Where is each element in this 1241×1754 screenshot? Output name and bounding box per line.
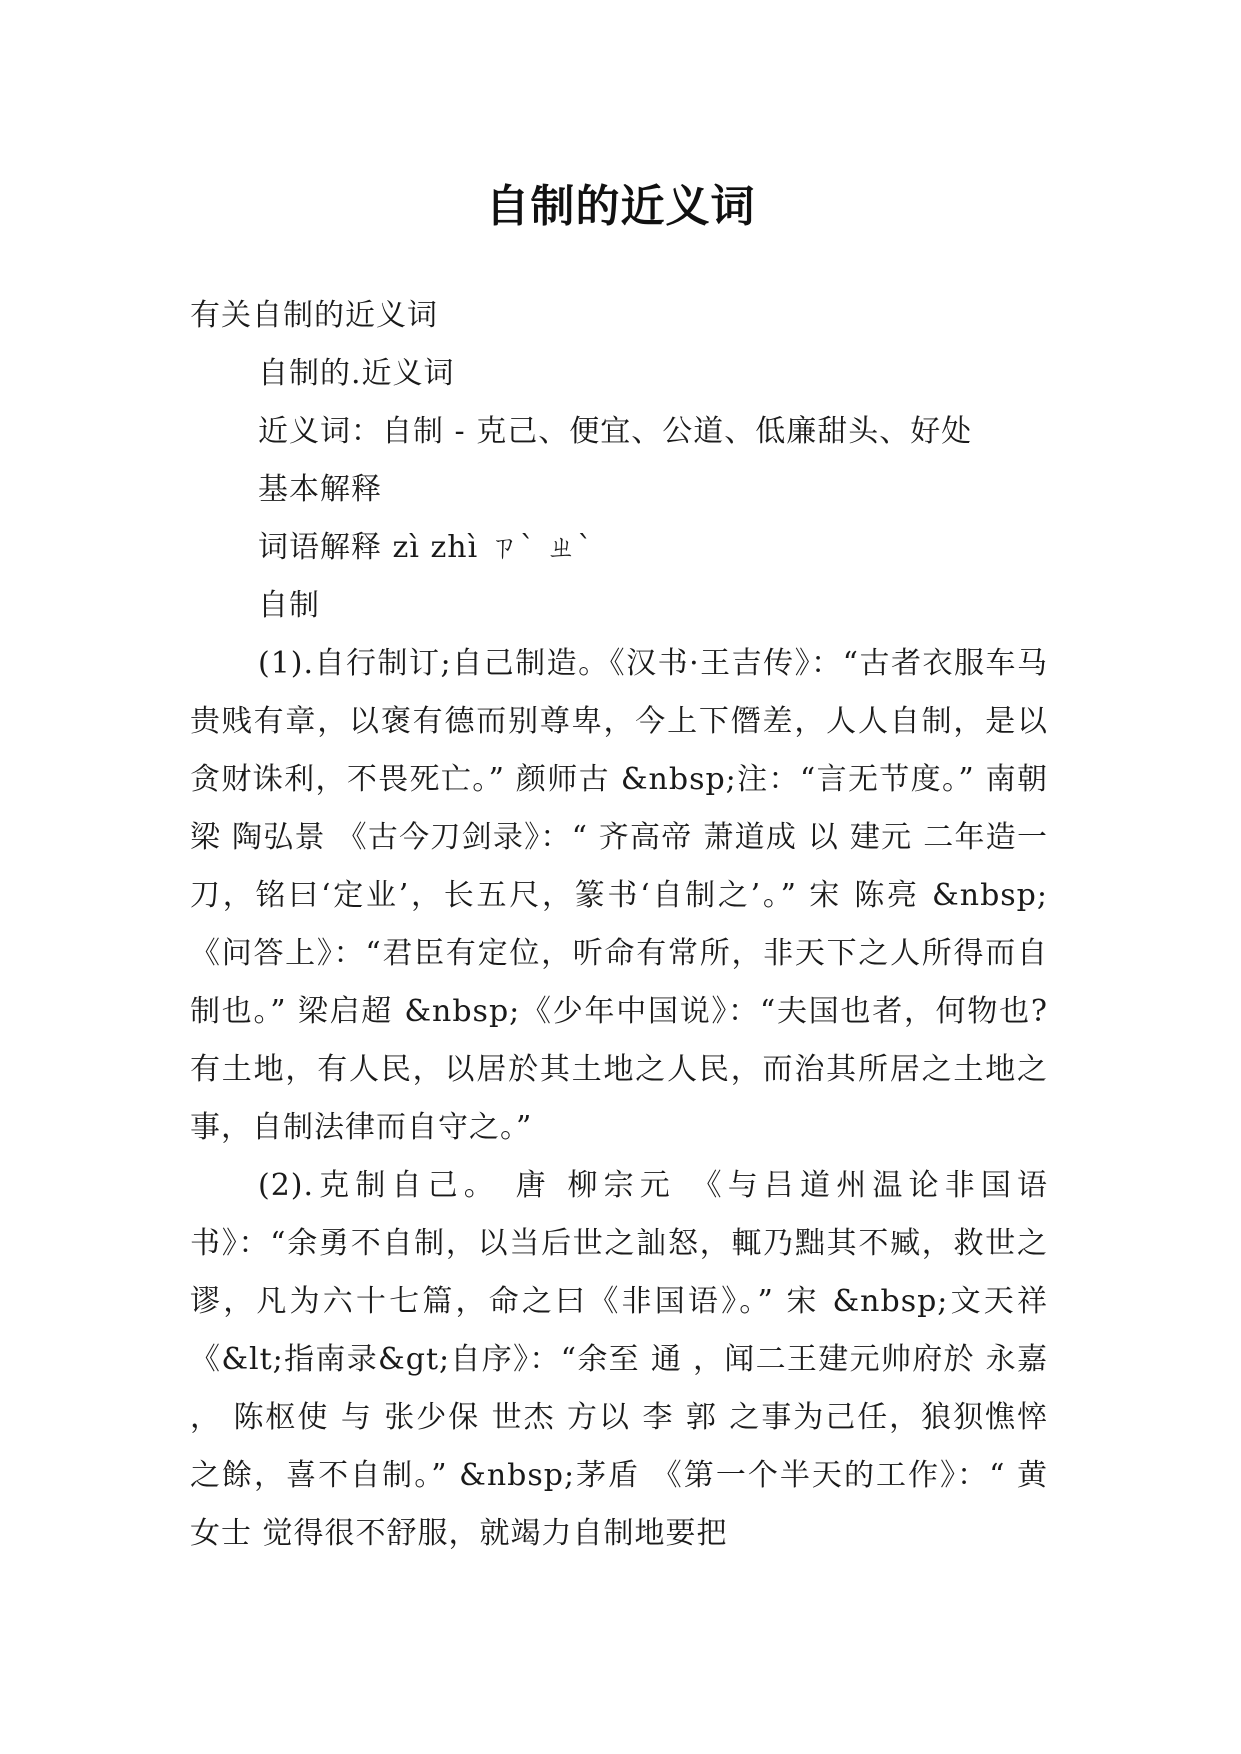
definition-paragraph-2: (2).克制自己。 唐 柳宗元 《与吕道州温论非国语书》：“余勇不自制，以当后世之訕怒，輒乃黜其不臧，救世之谬，凡为六十七篇，命之曰《非国语》。” 宋 &nbsp;文天祥 《&lt;指南录&gt;自序》：“余至 通 ，闻二王建元帅府於 永嘉 ， 陈枢使 与 张少保 世杰 方以 李 郭 之事为己任，狼狈憔悴之餘，喜不自制。” &nbsp;茅盾 《第一个半天的工作》：“ 黄女士 觉得很不舒服，就竭力自制地要把 [190, 1168, 1048, 1551]
definition-paragraph-1: (1).自行制订;自己制造。《汉书·王吉传》：“古者衣服车马贵贱有章，以褒有德而别尊卑，今上下僭差，人人自制，是以贪财诛利，不畏死亡。” 颜师古 &nbsp;注：“言无节度。” 南朝 梁 陶弘景 《古今刀剑录》：“ 齐高帝 萧道成 以 建元 二年造一刀，铭曰‘定业’，长五尺，篆书‘自制之’。” 宋 陈亮 &nbsp;《问答上》：“君臣有定位，听命有常所，非天下之人所得而自制也。” 梁启超 &nbsp;《少年中国说》：“夫国也者，何物也?有土地，有人民，以居於其土地之人民，而治其所居之土地之事，自制法律而自守之。” [190, 646, 1048, 1145]
pinyin-line: 词语解释 zì zhì ㄗˋ ㄓˋ [258, 530, 594, 565]
intro-heading: 有关自制的近义词 [190, 298, 438, 333]
section-heading: 自制的.近义词 [258, 356, 455, 391]
basic-explanation-heading: 基本解释 [258, 472, 382, 507]
term-heading: 自制 [258, 588, 320, 623]
document-body [190, 287, 1048, 1563]
synonym-list: 近义词：自制 - 克己、便宜、公道、低廉甜头、好处 [258, 414, 973, 449]
document-title: 自制的近义词 [485, 181, 756, 233]
